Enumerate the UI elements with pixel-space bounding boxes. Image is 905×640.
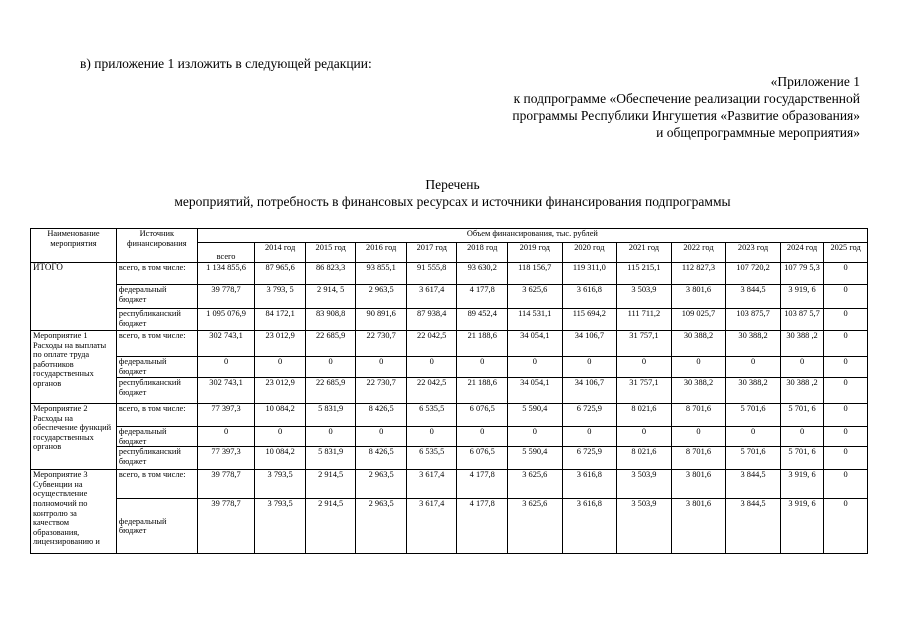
value-year: 21 188,6	[457, 378, 508, 404]
value-year: 3 503,9	[617, 499, 672, 554]
value-year: 30 388,2	[671, 378, 726, 404]
value-total: 1 095 076,9	[197, 309, 255, 331]
value-year: 2 914,5	[305, 499, 356, 554]
table-header	[31, 229, 868, 263]
header-year: 2019 год	[508, 243, 563, 263]
value-year: 3 616,8	[562, 499, 617, 554]
value-year: 23 012,9	[255, 331, 306, 357]
value-year: 22 730,7	[356, 378, 407, 404]
value-year: 87 965,6	[255, 263, 306, 285]
value-year: 4 177,8	[457, 470, 508, 499]
value-year: 5 831,9	[305, 404, 356, 427]
activity-name: ИТОГО	[31, 263, 117, 331]
value-year: 114 531,1	[508, 309, 563, 331]
table-row	[31, 309, 868, 331]
value-year: 109 025,7	[671, 309, 726, 331]
value-year: 3 625,6	[508, 285, 563, 309]
value-year: 0	[824, 470, 868, 499]
value-year: 107 720,2	[726, 263, 781, 285]
funding-source: федеральный бюджет	[116, 357, 197, 378]
value-year: 3 801,6	[671, 470, 726, 499]
appendix-line: «Приложение 1	[770, 74, 860, 89]
value-year: 10 084,2	[255, 447, 306, 470]
value-year: 0	[824, 309, 868, 331]
value-total: 39 778,7	[197, 285, 255, 309]
value-year: 31 757,1	[617, 378, 672, 404]
financing-table	[30, 228, 868, 554]
value-year: 107 79 5,3	[780, 263, 823, 285]
value-year: 0	[305, 357, 356, 378]
header-year: 2016 год	[356, 243, 407, 263]
value-year: 3 793,5	[255, 499, 306, 554]
value-year: 115 694,2	[562, 309, 617, 331]
value-year: 3 793, 5	[255, 285, 306, 309]
value-year: 8 021,6	[617, 404, 672, 427]
appendix-line: и общепрограммные мероприятия»	[656, 125, 860, 140]
value-year: 89 452,4	[457, 309, 508, 331]
value-year: 0	[671, 357, 726, 378]
header-year: 2017 год	[406, 243, 457, 263]
funding-source: федеральный бюджет	[116, 427, 197, 447]
value-year: 5 701, 6	[780, 404, 823, 427]
value-year: 3 919, 6	[780, 470, 823, 499]
funding-source: всего, в том числе:	[116, 404, 197, 427]
value-year: 3 801,6	[671, 285, 726, 309]
value-year: 0	[671, 427, 726, 447]
value-year: 3 844,5	[726, 470, 781, 499]
value-year: 3 793,5	[255, 470, 306, 499]
value-total: 77 397,3	[197, 404, 255, 427]
table-row	[31, 470, 868, 499]
table-row	[31, 378, 868, 404]
funding-source: федеральный бюджет	[116, 499, 197, 554]
table-row	[31, 285, 868, 309]
value-year: 0	[726, 357, 781, 378]
value-year: 22 730,7	[356, 331, 407, 357]
value-year: 10 084,2	[255, 404, 306, 427]
value-year: 21 188,6	[457, 331, 508, 357]
value-year: 0	[824, 263, 868, 285]
intro-text: в) приложение 1 изложить в следующей редакции:	[80, 56, 372, 71]
value-year: 0	[457, 357, 508, 378]
value-year: 3 625,6	[508, 470, 563, 499]
header-volume: Объем финансирования, тыс. рублей	[197, 229, 867, 243]
activity-name: Мероприятие 3 Субвенции на осуществление полномочий по контролю за качеством образования, лицензированию и	[31, 470, 117, 554]
header-year: 2020 год	[562, 243, 617, 263]
value-year: 5 831,9	[305, 447, 356, 470]
value-year: 5 701,6	[726, 404, 781, 427]
value-year: 22 042,5	[406, 331, 457, 357]
header-year: 2018 год	[457, 243, 508, 263]
value-total: 0	[197, 357, 255, 378]
funding-source: республиканский бюджет	[116, 378, 197, 404]
value-year: 0	[562, 357, 617, 378]
value-year: 22 042,5	[406, 378, 457, 404]
value-year: 4 177,8	[457, 285, 508, 309]
value-year: 0	[508, 357, 563, 378]
value-year: 6 076,5	[457, 447, 508, 470]
value-year: 0	[824, 427, 868, 447]
value-year: 8 426,5	[356, 447, 407, 470]
value-year: 30 388,2	[671, 331, 726, 357]
value-total: 0	[197, 427, 255, 447]
table-row	[31, 404, 868, 427]
value-year: 0	[356, 357, 407, 378]
header-name: Наименование мероприятия	[31, 229, 117, 263]
value-year: 3 844,5	[726, 285, 781, 309]
header-year: 2021 год	[617, 243, 672, 263]
value-year: 3 503,9	[617, 470, 672, 499]
value-year: 84 172,1	[255, 309, 306, 331]
table-row	[31, 357, 868, 378]
value-year: 3 919, 6	[780, 499, 823, 554]
activity-name: Мероприятие 1 Расходы на выплаты по оплате труда работников государственных органов	[31, 331, 117, 404]
value-year: 3 801,6	[671, 499, 726, 554]
value-year: 6 725,9	[562, 404, 617, 427]
value-year: 0	[406, 357, 457, 378]
header-total: всего	[197, 243, 255, 263]
document-subtitle: мероприятий, потребность в финансовых ресурсах и источники финансирования подпрограммы	[174, 194, 731, 209]
value-year: 87 938,4	[406, 309, 457, 331]
value-year: 5 590,4	[508, 447, 563, 470]
value-year: 0	[824, 447, 868, 470]
value-year: 0	[562, 427, 617, 447]
value-year: 30 388,2	[726, 331, 781, 357]
value-year: 0	[824, 404, 868, 427]
value-year: 3 844,5	[726, 499, 781, 554]
value-year: 0	[457, 427, 508, 447]
value-total: 39 778,7	[197, 470, 255, 499]
value-year: 118 156,7	[508, 263, 563, 285]
value-year: 34 054,1	[508, 331, 563, 357]
value-year: 3 617,4	[406, 470, 457, 499]
value-year: 0	[255, 357, 306, 378]
value-year: 23 012,9	[255, 378, 306, 404]
value-year: 0	[406, 427, 457, 447]
appendix-line: программы Республики Ингушетия «Развитие образования»	[512, 108, 860, 123]
value-year: 30 388 ,2	[780, 378, 823, 404]
funding-source: всего, в том числе:	[116, 263, 197, 285]
value-year: 6 535,5	[406, 404, 457, 427]
value-year: 103 875,7	[726, 309, 781, 331]
value-year: 0	[617, 427, 672, 447]
value-year: 4 177,8	[457, 499, 508, 554]
value-year: 0	[726, 427, 781, 447]
table-row	[31, 331, 868, 357]
value-year: 0	[780, 357, 823, 378]
value-year: 0	[617, 357, 672, 378]
value-year: 8 701,6	[671, 404, 726, 427]
value-year: 115 215,1	[617, 263, 672, 285]
value-year: 103 87 5,7	[780, 309, 823, 331]
value-year: 0	[824, 285, 868, 309]
value-year: 6 535,5	[406, 447, 457, 470]
value-year: 112 827,3	[671, 263, 726, 285]
header-year: 2014 год	[255, 243, 306, 263]
table-row	[31, 427, 868, 447]
value-year: 111 711,2	[617, 309, 672, 331]
funding-source: всего, в том числе:	[116, 331, 197, 357]
value-year: 3 919, 6	[780, 285, 823, 309]
value-year: 2 963,5	[356, 470, 407, 499]
appendix-reference	[430, 73, 860, 141]
value-year: 5 701, 6	[780, 447, 823, 470]
value-year: 6 076,5	[457, 404, 508, 427]
value-year: 83 908,8	[305, 309, 356, 331]
value-year: 0	[356, 427, 407, 447]
value-year: 34 106,7	[562, 378, 617, 404]
funding-source: федеральный бюджет	[116, 285, 197, 309]
value-year: 3 617,4	[406, 499, 457, 554]
table-row	[31, 263, 868, 285]
value-year: 3 503,9	[617, 285, 672, 309]
value-year: 2 914,5	[305, 470, 356, 499]
value-year: 0	[824, 331, 868, 357]
value-year: 0	[305, 427, 356, 447]
value-total: 302 743,1	[197, 331, 255, 357]
table-body	[31, 263, 868, 554]
value-year: 0	[824, 357, 868, 378]
header-year: 2024 год	[780, 243, 823, 263]
value-year: 119 311,0	[562, 263, 617, 285]
value-year: 0	[824, 378, 868, 404]
value-year: 90 891,6	[356, 309, 407, 331]
value-year: 3 625,6	[508, 499, 563, 554]
funding-source: республиканский бюджет	[116, 447, 197, 470]
value-year: 3 616,8	[562, 470, 617, 499]
value-year: 5 701,6	[726, 447, 781, 470]
value-year: 6 725,9	[562, 447, 617, 470]
value-total: 39 778,7	[197, 499, 255, 554]
value-year: 3 616,8	[562, 285, 617, 309]
value-year: 8 701,6	[671, 447, 726, 470]
value-year: 30 388,2	[726, 378, 781, 404]
value-total: 77 397,3	[197, 447, 255, 470]
value-year: 30 388 ,2	[780, 331, 823, 357]
value-year: 8 426,5	[356, 404, 407, 427]
header-year: 2022 год	[671, 243, 726, 263]
value-year: 2 963,5	[356, 499, 407, 554]
value-year: 34 106,7	[562, 331, 617, 357]
header-source: Источник финансирования	[116, 229, 197, 263]
value-year: 2 963,5	[356, 285, 407, 309]
value-year: 3 617,4	[406, 285, 457, 309]
value-year: 86 823,3	[305, 263, 356, 285]
value-year: 0	[508, 427, 563, 447]
table-row	[31, 499, 868, 554]
value-year: 0	[780, 427, 823, 447]
value-year: 93 855,1	[356, 263, 407, 285]
value-year: 22 685,9	[305, 378, 356, 404]
appendix-line: к подпрограмме «Обеспечение реализации государственной	[513, 91, 860, 106]
value-total: 302 743,1	[197, 378, 255, 404]
header-year: 2015 год	[305, 243, 356, 263]
header-year: 2023 год	[726, 243, 781, 263]
value-year: 22 685,9	[305, 331, 356, 357]
value-year: 5 590,4	[508, 404, 563, 427]
value-year: 93 630,2	[457, 263, 508, 285]
value-year: 34 054,1	[508, 378, 563, 404]
header-year: 2025 год	[824, 243, 868, 263]
value-year: 2 914, 5	[305, 285, 356, 309]
value-year: 0	[255, 427, 306, 447]
value-year: 31 757,1	[617, 331, 672, 357]
funding-source: республиканский бюджет	[116, 309, 197, 331]
document-title: Перечень	[425, 177, 480, 192]
funding-source: всего, в том числе:	[116, 470, 197, 499]
value-year: 0	[824, 499, 868, 554]
activity-name: Мероприятие 2 Расходы на обеспечение функций государственных органов	[31, 404, 117, 470]
value-year: 91 555,8	[406, 263, 457, 285]
value-total: 1 134 855,6	[197, 263, 255, 285]
value-year: 8 021,6	[617, 447, 672, 470]
table-row	[31, 447, 868, 470]
